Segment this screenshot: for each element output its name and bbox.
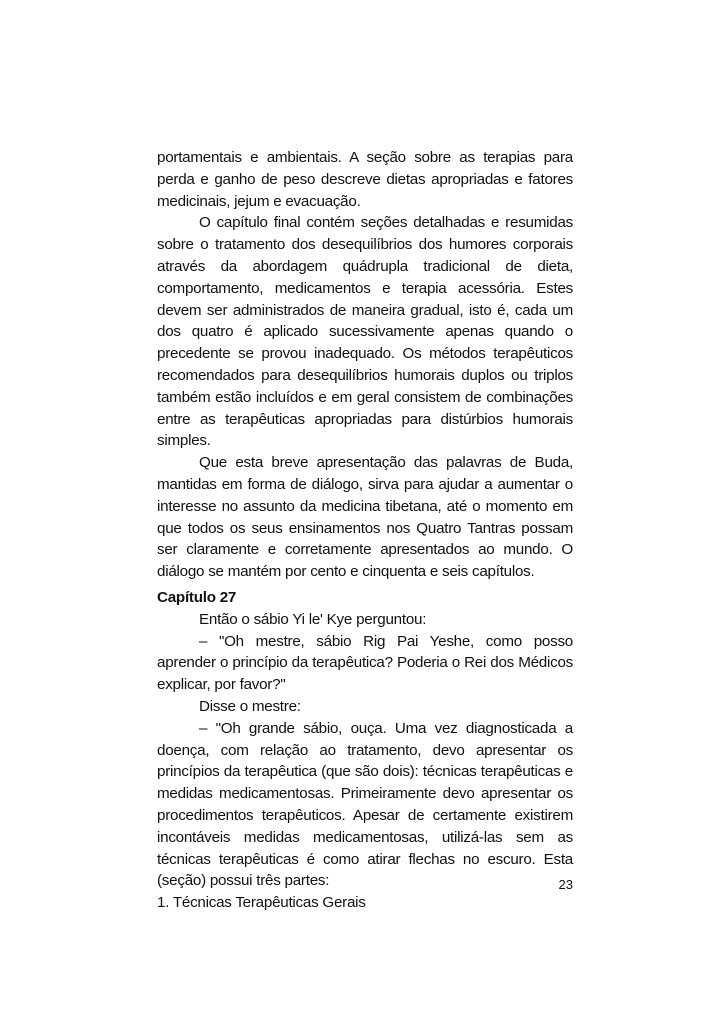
paragraph-question: – "Oh mestre, sábio Rig Pai Yeshe, como posso aprender o princípio da terapêutica? Poderia o Rei dos Médicos explicar, por favor?"	[157, 632, 573, 694]
page-number: 23	[558, 877, 573, 892]
paragraph-continuation: portamentais e ambientais. A seção sobre as terapias para perda e ganho de peso descreve dietas apropriadas e fatores medicinais, jejum e evacuação.	[157, 149, 573, 210]
paragraph-presentation: Que esta breve apresentação das palavras de Buda, mantidas em forma de diálogo, sirva para ajudar a aumentar o interesse no assunto da medicina tibetana, até o momento em que todos os seus ensinamentos nos Quatro Tantras possam ser claramente e corretamente apresentados ao mundo. O diálogo se mantém por cento e cinquenta e seis capítulos.	[157, 454, 573, 581]
chapter-heading: Capítulo 27	[157, 588, 237, 606]
body-text	[157, 147, 573, 914]
section-heading: 1. Técnicas Terapêuticas Gerais	[157, 894, 366, 912]
paragraph-final-chapter: O capítulo final contém seções detalhadas e resumidas sobre o tratamento dos desequilíbrios dos humores corporais através da abordagem quádrupla tradicional de dieta, comportamento, medicamentos e terapia acessória. Estes devem ser administrados de maneira gradual, isto é, cada um dos quatro é aplicado sucessivamente apenas quando o precedente se provou inadequado. Os métodos terapêuticos recomendados para desequilíbrios humorais duplos ou triplos também estão incluídos e em geral consistem de combinações entre as terapêuticas apropriadas para distúrbios humorais simples.	[157, 214, 573, 450]
paragraph-question-intro: Então o sábio Yi le' Kye perguntou:	[199, 610, 427, 628]
paragraph-master-answer: – "Oh grande sábio, ouça. Uma vez diagnosticada a doença, com relação ao tratamento, devo apresentar os princípios da terapêutica (que são dois): técnicas terapêuticas e medidas medicamentosas. Primeiramente devo apresentar os procedimentos terapêuticos. Apesar de certamente existirem incontáveis medidas medicamentosas, utilizá-las sem as técnicas terapêuticas é como atirar flechas no escuro. Esta (seção) possui três partes:	[157, 719, 573, 890]
paragraph-master-intro: Disse o mestre:	[199, 697, 301, 715]
